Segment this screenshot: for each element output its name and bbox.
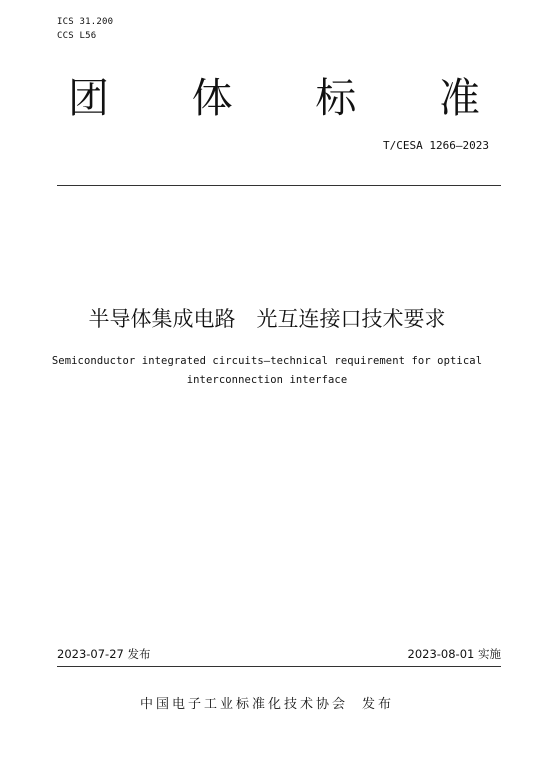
document-title-english: Semiconductor integrated circuits—technical requirement for optical interconnection interface [51,355,483,386]
ccs-code: CCS L56 [57,31,97,41]
bottom-divider [57,666,501,667]
publish-label: 发布 [362,697,395,712]
ics-code: ICS 31.200 [57,17,114,27]
publisher-line [0,696,534,714]
standard-type-title [68,74,480,122]
top-divider [57,185,501,186]
standard-type-char: 标 [315,74,357,122]
standard-number: T/CESA 1266—2023 [383,139,489,152]
document-title-chinese: 半导体集成电路 光互连接口技术要求 [88,307,446,331]
publisher-name: 中国电子工业标准化技术协会 [139,697,348,712]
standard-type-char: 准 [438,74,480,122]
implementation-date: 2023-08-01 实施 [407,647,501,661]
standard-type-char: 体 [191,74,233,122]
issue-date: 2023-07-27 发布 [57,647,151,661]
standard-type-char: 团 [68,74,109,122]
